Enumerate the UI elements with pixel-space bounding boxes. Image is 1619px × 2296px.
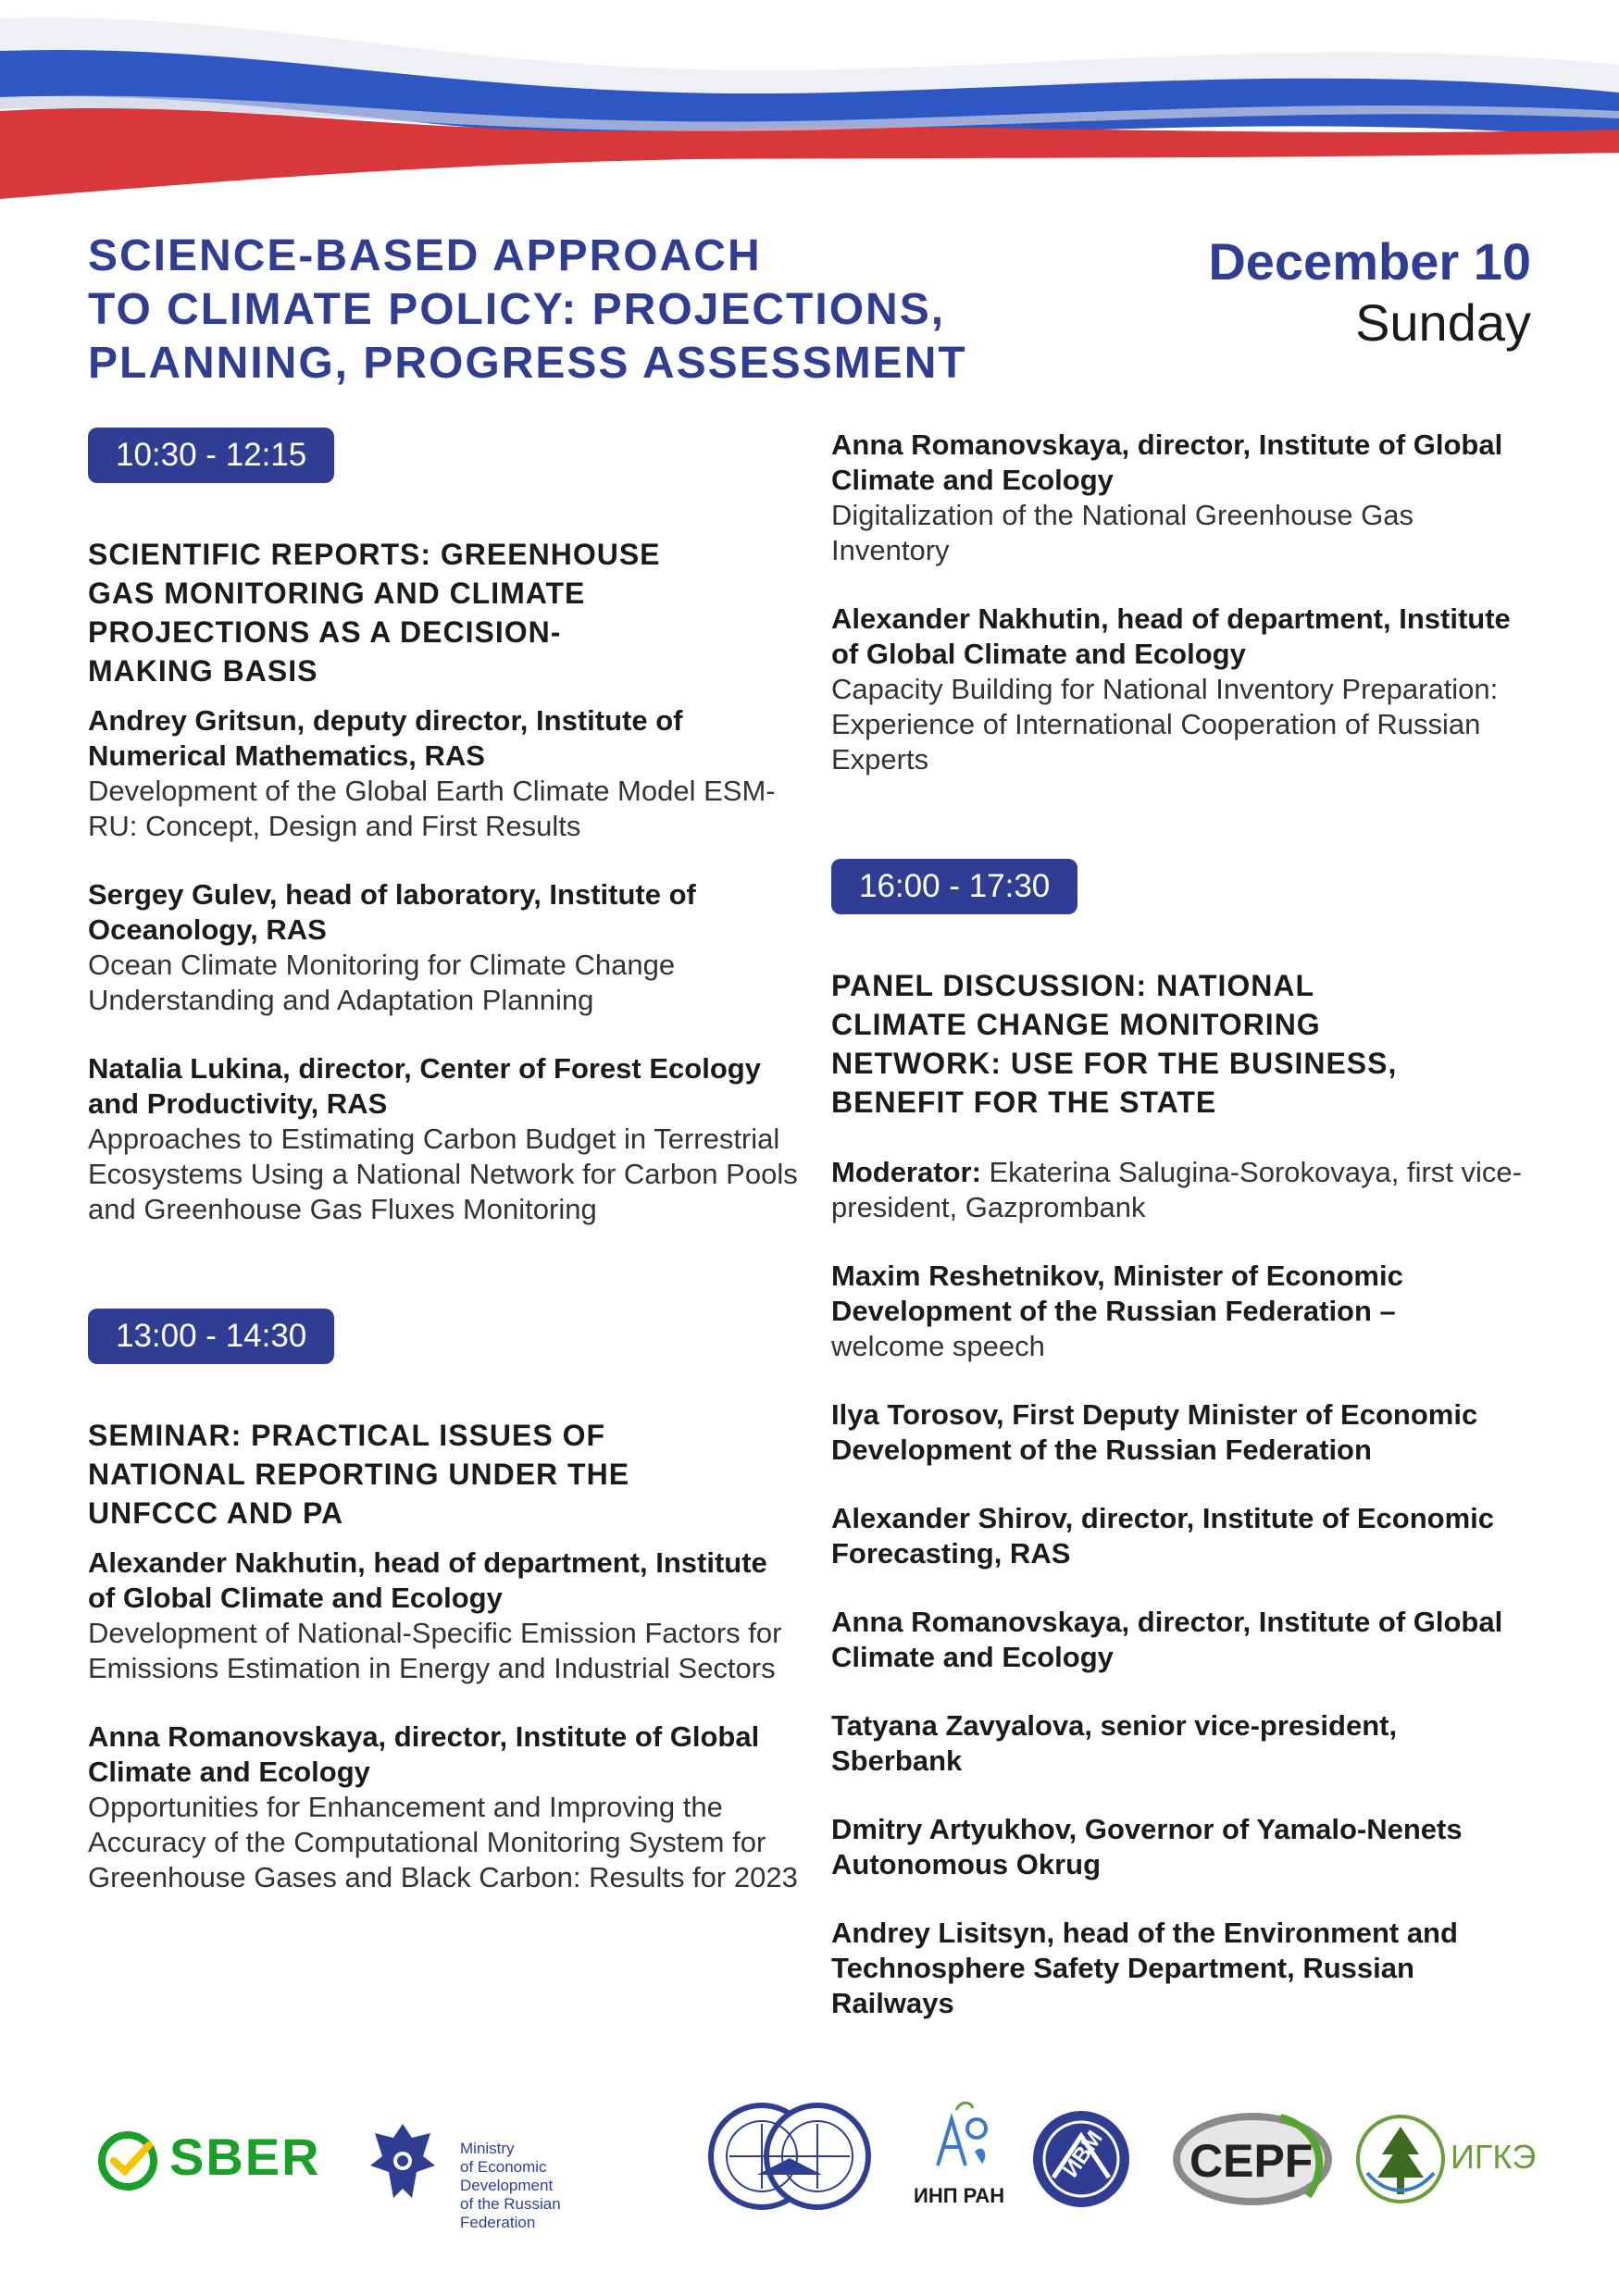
title-line: TO CLIMATE POLICY: PROJECTIONS, [88,285,946,334]
speaker-name: Alexander Shirov, director, Institute of Economic Forecasting, RAS [831,1502,1495,1570]
speaker-item [88,1545,801,1686]
speaker-name: Alexander Nakhutin, head of department, Institute of Global Climate and Ecology [88,1546,767,1614]
partner-logos [88,2101,1537,2231]
speaker-name: Alexander Nakhutin, head of department, Institute of Global Climate and Ecology [831,602,1511,670]
eagle-emblem-icon [366,2115,440,2207]
speaker-name: Andrey Gritsun, deputy director, Institute of Numerical Mathematics, RAS [88,704,683,772]
talk-title: Approaches to Estimating Carbon Budget in Terrestrial Ecosystems Using a National Network for Carbon Pools and Greenhouse Gas Fluxes Monitoring [88,1123,798,1225]
speaker-item [831,1501,1535,1571]
speaker-name: Anna Romanovskaya, director, Institute of Global Climate and Ecology [831,1606,1503,1673]
sber-wordmark: SBER [169,2128,321,2186]
speaker-item [831,1605,1535,1675]
flag-ribbon-banner [0,0,1619,213]
session-title: SCIENTIFIC REPORTS: GREENHOUSE GAS MONITORING AND CLIMATE PROJECTIONS AS A DECISION- MAKING BASIS [88,538,661,688]
talk-title: Ocean Climate Monitoring for Climate Change Understanding and Adaptation Planning [88,949,676,1016]
speaker-item [88,877,801,1018]
inp-caption: ИНП РАН [914,2184,1005,2207]
talk-title: Opportunities for Enhancement and Improving the Accuracy of the Computational Monitoring System for Greenhouse Gases and Black Carbon: Results for 2023 [88,1791,798,1893]
ministry-line: of Economic Development [460,2158,554,2194]
speaker-item [831,1397,1535,1468]
sber-logo [95,2101,327,2221]
time-badge: 13:00 - 14:30 [88,1309,334,1364]
globe-seal-icon [706,2101,873,2212]
ministry-line: Ministry [460,2140,515,2157]
title-line: PLANNING, PROGRESS ASSESSMENT [88,339,967,388]
ivm-wordmark: ИВМ [1058,2126,1108,2182]
speaker-item [831,1812,1535,1882]
speaker-item [88,703,801,844]
time-badge: 16:00 - 17:30 [831,859,1077,914]
session-title: PANEL DISCUSSION: NATIONAL CLIMATE CHANGE MONITORING NETWORK: USE FOR THE BUSINESS, BENEFIT FOR THE STATE [831,969,1398,1119]
title-line: SCIENCE-BASED APPROACH [88,231,762,280]
speaker-item [831,428,1535,568]
left-column [88,428,801,1895]
speaker-note: welcome speech [831,1330,1045,1362]
speaker-item [88,1719,801,1895]
speaker-name: Tatyana Zavyalova, senior vice-president, Sberbank [831,1709,1398,1777]
oceanology-institute-logo [706,2101,873,2221]
inp-ran-logo [910,2101,1012,2221]
weekday-label: Sunday [1355,293,1531,352]
speaker-name: Anna Romanovskaya, director, Institute of Global Climate and Ecology [831,428,1503,496]
time-badge: 10:30 - 12:15 [88,428,334,483]
right-column [831,428,1535,2021]
speaker-name: Natalia Lukina, director, Center of Forest Ecology and Productivity, RAS [88,1052,761,1120]
sber-check-icon [95,2128,160,2193]
speaker-item [831,1259,1535,1364]
talk-title: Development of the Global Earth Climate Model ESM-RU: Concept, Design and First Results [88,775,776,842]
tree-emblem-icon [1354,2108,1447,2210]
ministry-caption [460,2140,634,2232]
inp-symbol-icon [919,2101,1003,2175]
moderator-text: Ekaterina Salugina-Sorokovaya, first vice-president, Gazprombank [831,1156,1522,1223]
speaker-item [831,1708,1535,1779]
talk-title: Capacity Building for National Inventory Preparation: Experience of International Cooperation of Russian Experts [831,673,1499,776]
ministry-logo [366,2101,634,2231]
speaker-item [88,1051,801,1227]
speaker-name: Dmitry Artyukhov, Governor of Yamalo-Nenets Autonomous Okrug [831,1813,1463,1880]
cepf-logo [1169,2101,1336,2221]
moderator-item [831,1155,1535,1225]
speaker-name: Anna Romanovskaya, director, Institute of Global Climate and Ecology [88,1720,760,1788]
speaker-name: Maxim Reshetnikov, Minister of Economic Development of the Russian Federation – [831,1260,1403,1327]
speaker-name: Ilya Torosov, First Deputy Minister of Economic Development of the Russian Federation [831,1398,1478,1466]
speaker-name: Sergey Gulev, head of laboratory, Institute of Oceanology, RAS [88,878,696,946]
talk-title: Development of National-Specific Emission Factors for Emissions Estimation in Energy and Industrial Sectors [88,1617,782,1684]
igke-wordmark: ИГКЭ [1451,2138,1537,2176]
igke-logo [1354,2101,1537,2221]
session-title: SEMINAR: PRACTICAL ISSUES OF NATIONAL REPORTING UNDER THE UNFCCC AND PA [88,1419,630,1530]
ministry-line: of the Russian Federation [460,2195,561,2231]
speaker-item [831,1916,1535,2021]
cepf-wordmark: CEPF [1189,2135,1314,2187]
speaker-name: Andrey Lisitsyn, head of the Environment and Technosphere Safety Department, Russian Railways [831,1917,1458,2019]
event-date [1208,231,1531,354]
date-label: December 10 [1208,232,1531,291]
page-title [88,230,967,391]
talk-title: Digitalization of the National Greenhouse Gas Inventory [831,499,1414,566]
ivm-logo [1030,2101,1132,2221]
speaker-item [831,602,1535,777]
moderator-label: Moderator: [831,1156,981,1188]
